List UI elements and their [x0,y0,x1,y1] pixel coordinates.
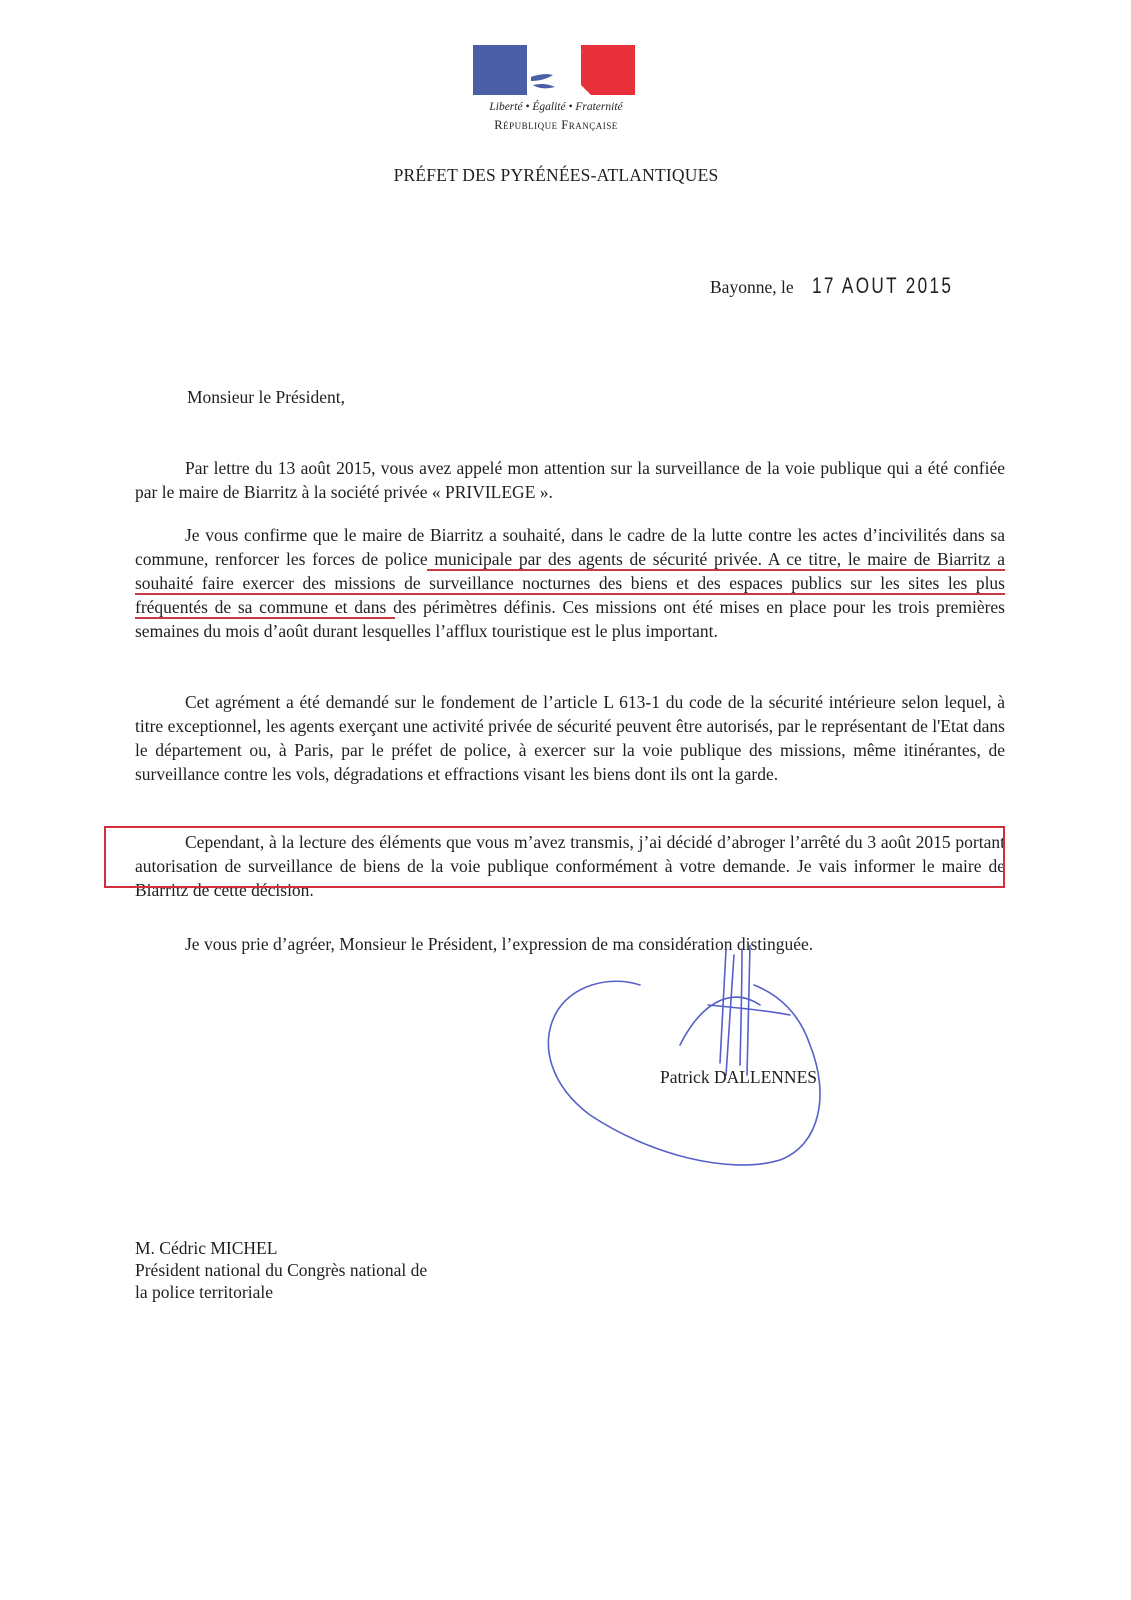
recipient-line: la police territoriale [135,1282,273,1302]
date-line [710,273,993,299]
letter-paragraph-1 [135,456,1005,504]
paragraph-text: Cependant, à la lecture des éléments que vous m’avez transmis, j’ai décidé d’abroger l’arrêté du 3 août 2015 portant autorisation de surveillance de biens de la voie publique conformément à votre demande. Je vais informer le maire de Biarritz de cette décision. [135,832,1005,900]
salutation: Monsieur le Président, [187,387,345,407]
signer-name: Patrick DALLENNES [660,1067,817,1087]
highlight-box [104,826,1005,888]
recipient-line: Président national du Congrès national de [135,1260,428,1280]
marianne-logo [473,45,635,95]
paragraph-text: Je vous confirme que le maire de Biarritz a souhaité, dans le cadre de la lutte contre les actes d’incivilités dans sa commune, renforcer les forces de police municipale par des agents de sécurité privée. A ce titre, le maire de Biarritz a souhaité faire exercer des missions de surveillance nocturnes des biens et des espaces publics sur les sites les plus fréquentés de sa commune et dans des périmètres définis. Ces missions ont été mises en place pour les trois premières semaines du mois d’août durant lesquelles l’afflux touristique est le plus important. [135,525,1005,641]
handwritten-signature [530,945,870,1175]
flag-red-band [581,45,635,95]
closing-text: Je vous prie d’agréer, Monsieur le Président, l’expression de ma considération distinguée. [185,934,814,954]
underline-mark [135,617,395,619]
recipient-line: M. Cédric MICHEL [135,1238,278,1258]
recipient-address [135,1237,427,1303]
flag-blue-band [473,45,527,95]
date-label: Bayonne, le [710,277,794,297]
underline-mark [135,593,1005,595]
prefect-title: PRÉFET DES PYRÉNÉES-ATLANTIQUES [393,165,719,185]
letter-paragraph-2 [135,523,1005,643]
republic-motto: Liberté • Égalité • Fraternité [489,101,623,113]
paragraph-text: Par lettre du 13 août 2015, vous avez appelé mon attention sur la surveillance de la voie publique qui a été confiée par le maire de Biarritz à la société privée « PRIVILEGE ». [135,458,1005,502]
letter-paragraph-3 [135,690,1005,786]
paragraph-text: Cet agrément a été demandé sur le fondement de l’article L 613-1 du code de la sécurité intérieure selon lequel, à titre exceptionnel, les agents exerçant une activité privée de sécurité peuvent être autorisés, par le représentant de l'Etat dans le département ou, à Paris, par le préfet de police, à exercer sur la voie publique des missions, même itinérantes, de surveillance contre les vols, dégradations et effractions visant les biens dont ils ont la garde. [135,692,1005,784]
republic-name: République Française [494,118,618,132]
underline-mark [427,569,1005,571]
date-stamp: 17 AOUT 2015 [811,273,954,298]
